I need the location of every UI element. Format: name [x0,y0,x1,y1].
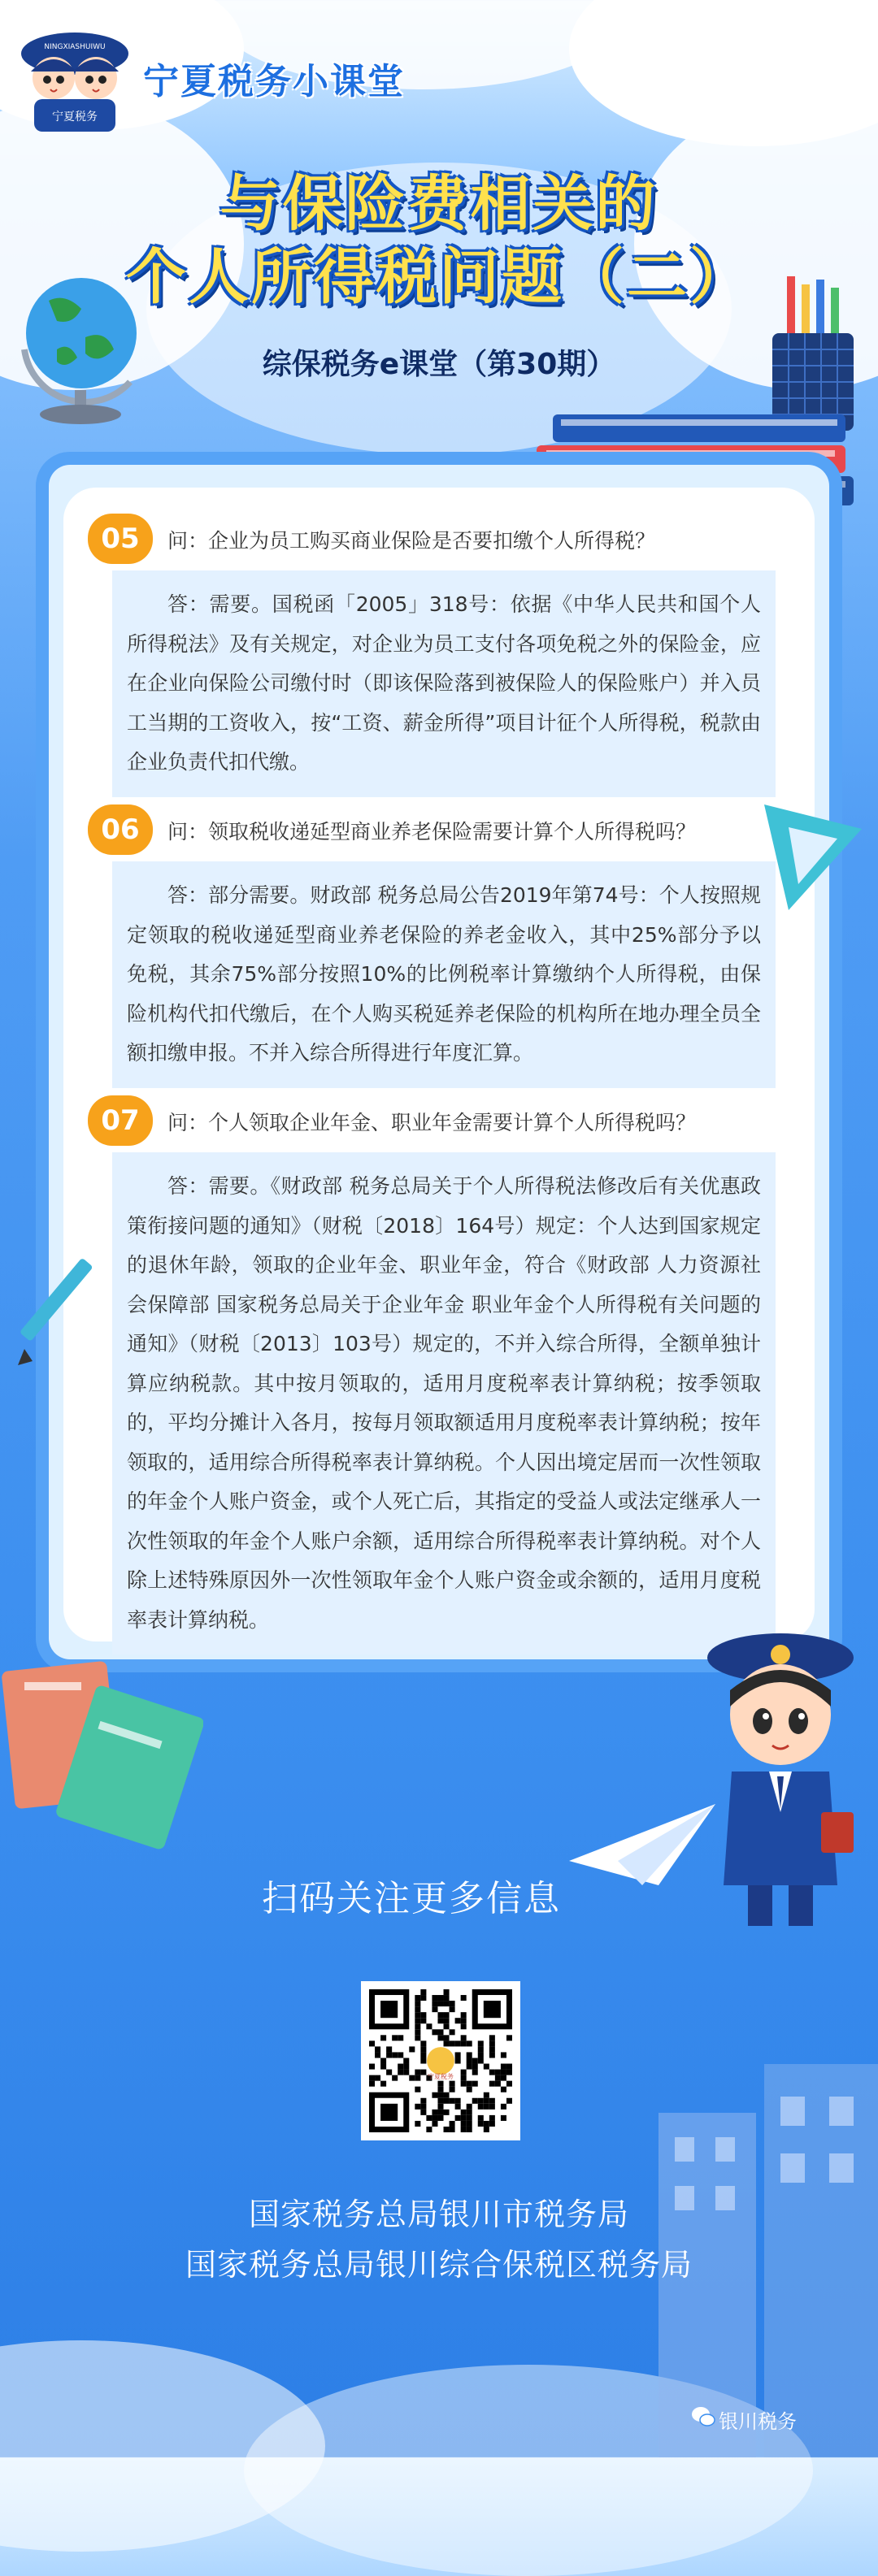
question-number-badge: 06 [88,804,153,855]
logo-bottom-text: 宁夏税务 [52,111,98,124]
question-text: 问：个人领取企业年金、职业年金需要计算个人所得税吗？ [167,1111,697,1134]
answer-body: 答：需要。《财政部 税务总局关于个人所得税法修改后有关优惠政策衔接问题的通知》（财税〔2018〕164号）规定：个人达到国家规定的退休年龄，领取的企业年金、职业年金，符合《财政部 人力资源社会保障部 国家税务总局关于企业年金 职业年金个人所得税有关问题的通知》（财税〔2013〕103号）规定的，不并入综合所得，全额单独计算应纳税款。其中按月领取的，适用月度税率表计算纳税；按季领取的，平均分摊计入各月，按每月领取额适用月度税率表计算纳税；按年领取的，适用综合所得税率表计算纳税。个人因出境定居而一次性领取的年金个人账户资金，或个人死亡后，其指定的受益人或法定继承人一次性领取的年金个人账户余额，适用综合所得税率表计算纳税。对个人除上述特殊原因外一次性领取年金个人账户资金或余额的，适用月度税率表计算纳税。 [127,1174,761,1632]
page-title-line2: 个人所得税问题（二） [126,242,752,312]
qa-item [88,804,787,1088]
follow-prompt: 扫码关注更多信息 [262,1878,561,1919]
header [0,0,878,488]
globe-icon [8,260,163,431]
qr-code[interactable] [361,1981,520,2140]
organization-name-1: 国家税务总局银川市税务局 [248,2197,629,2232]
subtitle: 综保税务e课堂（第30期） [262,348,616,381]
qa-item [88,1095,787,1654]
brand-name: 宁夏税务小课堂 [143,61,405,102]
question-text: 问：企业为员工购买商业保险是否要扣缴个人所得税？ [167,529,656,553]
question-text: 问：领取税收递延型商业养老保险需要计算个人所得税吗？ [167,820,697,843]
answer-body: 答：需要。国税函「2005」318号：依据《中华人民共和国个人所得税法》及有关规定，对企业为员工支付各项免税之外的保险金，应在企业向保险公司缴付时（即该保险落到被保险人的保险账户）并入员工当期的工资收入，按“工资、薪金所得”项目计征个人所得税，税款由企业负责代扣代缴。 [127,592,761,774]
question-row [88,1095,787,1152]
tax-officer-mascot [699,1625,862,1934]
account-watermark: 银川税务 [719,2410,797,2433]
question-row [88,804,787,861]
answer-text [112,861,776,1088]
page-title-line1: 与保险费相关的 [220,169,658,239]
answer-text [112,570,776,797]
wechat-icon [691,2405,715,2428]
pen-icon [8,1243,106,1373]
qr-caption: 宁夏税务 [428,2072,454,2080]
organization-name-2: 国家税务总局银川综合保税区税务局 [185,2247,693,2283]
qr-code-image [361,1981,520,2140]
folders-icon [0,1658,203,1853]
qa-item [88,514,787,797]
logo-arc-text: NINGXIASHUIWU [44,43,106,51]
question-number-badge: 07 [88,1095,153,1146]
question-number-badge: 05 [88,514,153,564]
question-row [88,514,787,570]
answer-text [112,1152,776,1654]
answer-body: 答：部分需要。财政部 税务总局公告2019年第74号：个人按照规定领取的税收递延型商业养老保险的养老金收入，其中25%部分予以免税，其余75%部分按照10%的比例税率计算缴纳个人所得税，由保险机构代扣代缴后，在个人购买税延养老保险的机构所在地办理全员全额扣缴申报。不并入综合所得进行年度汇算。 [127,883,761,1065]
mascot-logo [18,31,132,137]
triangle-ruler-icon [756,796,870,918]
paper-plane-icon [569,1804,715,1893]
